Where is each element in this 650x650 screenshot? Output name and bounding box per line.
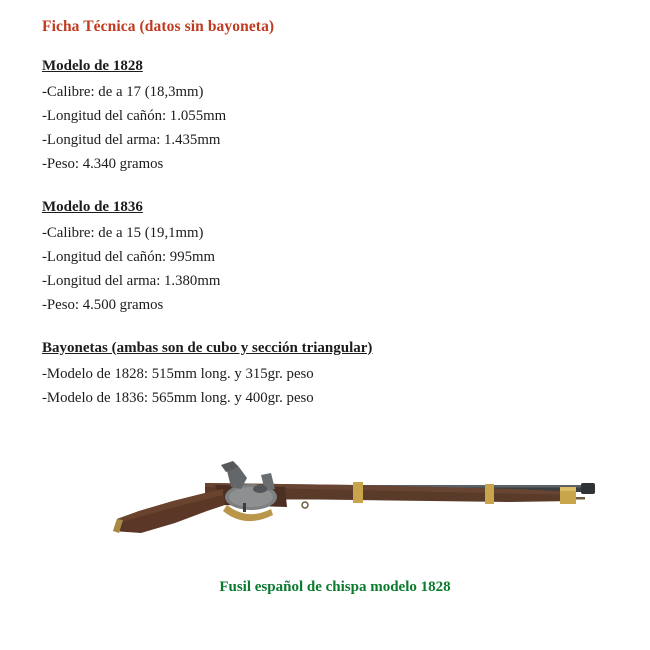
spec-line: -Longitud del arma: 1.435mm: [42, 131, 221, 148]
spec-line: -Peso: 4.340 gramos: [42, 155, 164, 172]
section-heading: Modelo de 1828: [42, 58, 143, 74]
spec-line: -Modelo de 1836: 565mm long. y 400gr. peso: [42, 389, 314, 406]
spec-line: -Peso: 4.500 gramos: [42, 296, 164, 313]
section-heading: Bayonetas (ambas son de cubo y sección triangular): [42, 339, 373, 356]
section-bayonetas: [42, 340, 628, 411]
page-title: Ficha Técnica (datos sin bayoneta): [42, 18, 275, 35]
section-modelo-1828: [42, 58, 628, 177]
figure-caption: Fusil español de chispa modelo 1828: [219, 578, 451, 595]
section-heading: Modelo de 1836: [42, 198, 143, 215]
spec-line: -Calibre: de a 15 (19,1mm): [42, 224, 204, 241]
musket-image: [55, 445, 615, 545]
spec-line: -Longitud del cañón: 995mm: [42, 248, 216, 265]
spec-line: -Longitud del arma: 1.380mm: [42, 272, 221, 289]
musket-figure: [42, 445, 628, 565]
section-modelo-1836: [42, 199, 628, 318]
spec-line: -Calibre: de a 17 (18,3mm): [42, 84, 204, 100]
spec-line: -Longitud del cañón: 1.055mm: [42, 107, 227, 124]
spec-line: -Modelo de 1828: 515mm long. y 315gr. peso: [42, 365, 314, 382]
